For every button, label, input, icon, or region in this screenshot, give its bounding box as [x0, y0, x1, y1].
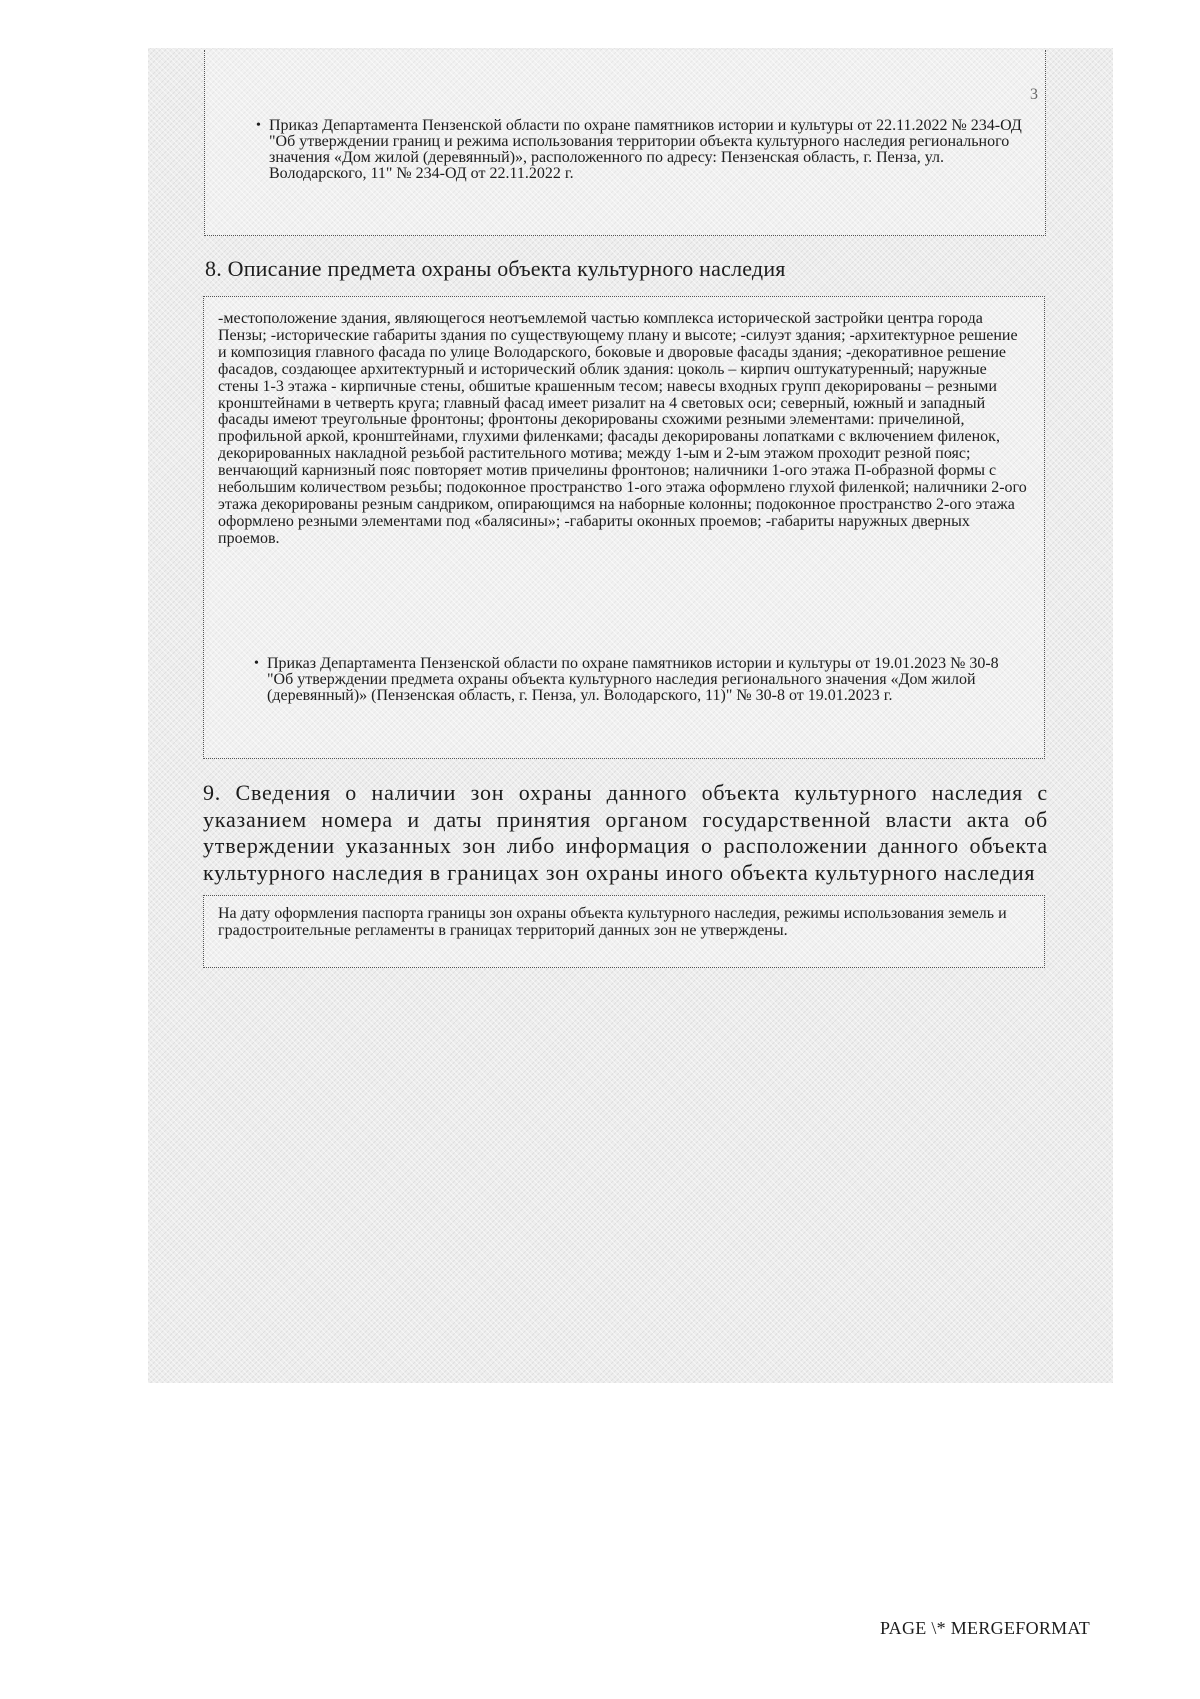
- protection-subject-description: -местоположение здания, являющегося неотъемлемой частью комплекса исторической застройки центра города Пензы; -исторические габариты здания по существующему плану и высоте; -силуэт здания; -архитектурное решение и композиция главного фасада по улице Володарского, боковые и дворовые фасады здания; -декоративное решение фасадов, создающее архитектурный и исторический облик здания: цоколь – кирпич оштукатуренный; наружные стены 1-3 этажа - кирпичные стены, обшитые крашенным тесом; навесы входных групп декорированы – резными кронштейнами в четверть круга; главный фасад имеет ризалит на 4 световых оси; северный, южный и западный фасады имеют треугольные фронтоны; фронтоны декорированы схожими резными элементами: причелиной, профильной аркой, кронштейнами, глухими филенками; фасады декорированы лопатками с включением филенок, декорированных накладной резьбой растительного мотива; между 1-ым и 2-ым этажом проходит резной пояс; венчающий карнизный пояс повторяет мотив причелины фронтонов; наличники 1-ого этажа П-образной формы с небольшим количеством резьбы; подоконное пространство 1-ого этажа оформлено глухой филенкой; наличники 2-ого этажа декорированы резным сандриком, опирающимся на наборные колонны; подоконное пространство 2-ого этажа оформлено резными элементами под «балясины»; -габариты оконных проемов; -габариты наружных дверных проемов.: [218, 310, 1027, 547]
- section-8-heading: 8. Описание предмета охраны объекта культурного наследия: [205, 256, 786, 281]
- page-field-code: PAGE \* MERGEFORMAT: [880, 1618, 1091, 1638]
- page-number: 3: [1030, 86, 1038, 103]
- order-bullet-protection-subject: • Приказ Департамента Пензенской области по охране памятников истории и культуры от 19.01.2023 № 30-8 "Об утверждении предмета охраны объекта культурного наследия регионального значения «Дом жилой (деревянный)» (Пензенская область, г. Пенза, ул. Володарского, 11)" № 30-8 от 19.01.2023 г.: [267, 656, 1027, 704]
- order-bullet-territory: • Приказ Департамента Пензенской области по охране памятников истории и культуры от 22.11.2022 № 234-ОД "Об утверждении границ и режима использования территории объекта культурного наследия регионального значения «Дом жилой (деревянный)», расположенного по адресу: Пензенская область, г. Пенза, ул. Володарского, 11" № 234-ОД от 22.11.2022 г.: [269, 118, 1024, 182]
- protection-zones-text: На дату оформления паспорта границы зон охраны объекта культурного наследия, режимы использования земель и градостроительные регламенты в границах территорий данных зон не утверждены.: [218, 905, 1007, 939]
- section-9-heading: 9. Сведения о наличии зон охраны данного объекта культурного наследия с указанием номера и даты принятия органом государственной власти акта об утверждении указанных зон либо информация о расположении данного объекта культурного наследия в границах зон охраны иного объекта культурного наследия: [203, 780, 1048, 885]
